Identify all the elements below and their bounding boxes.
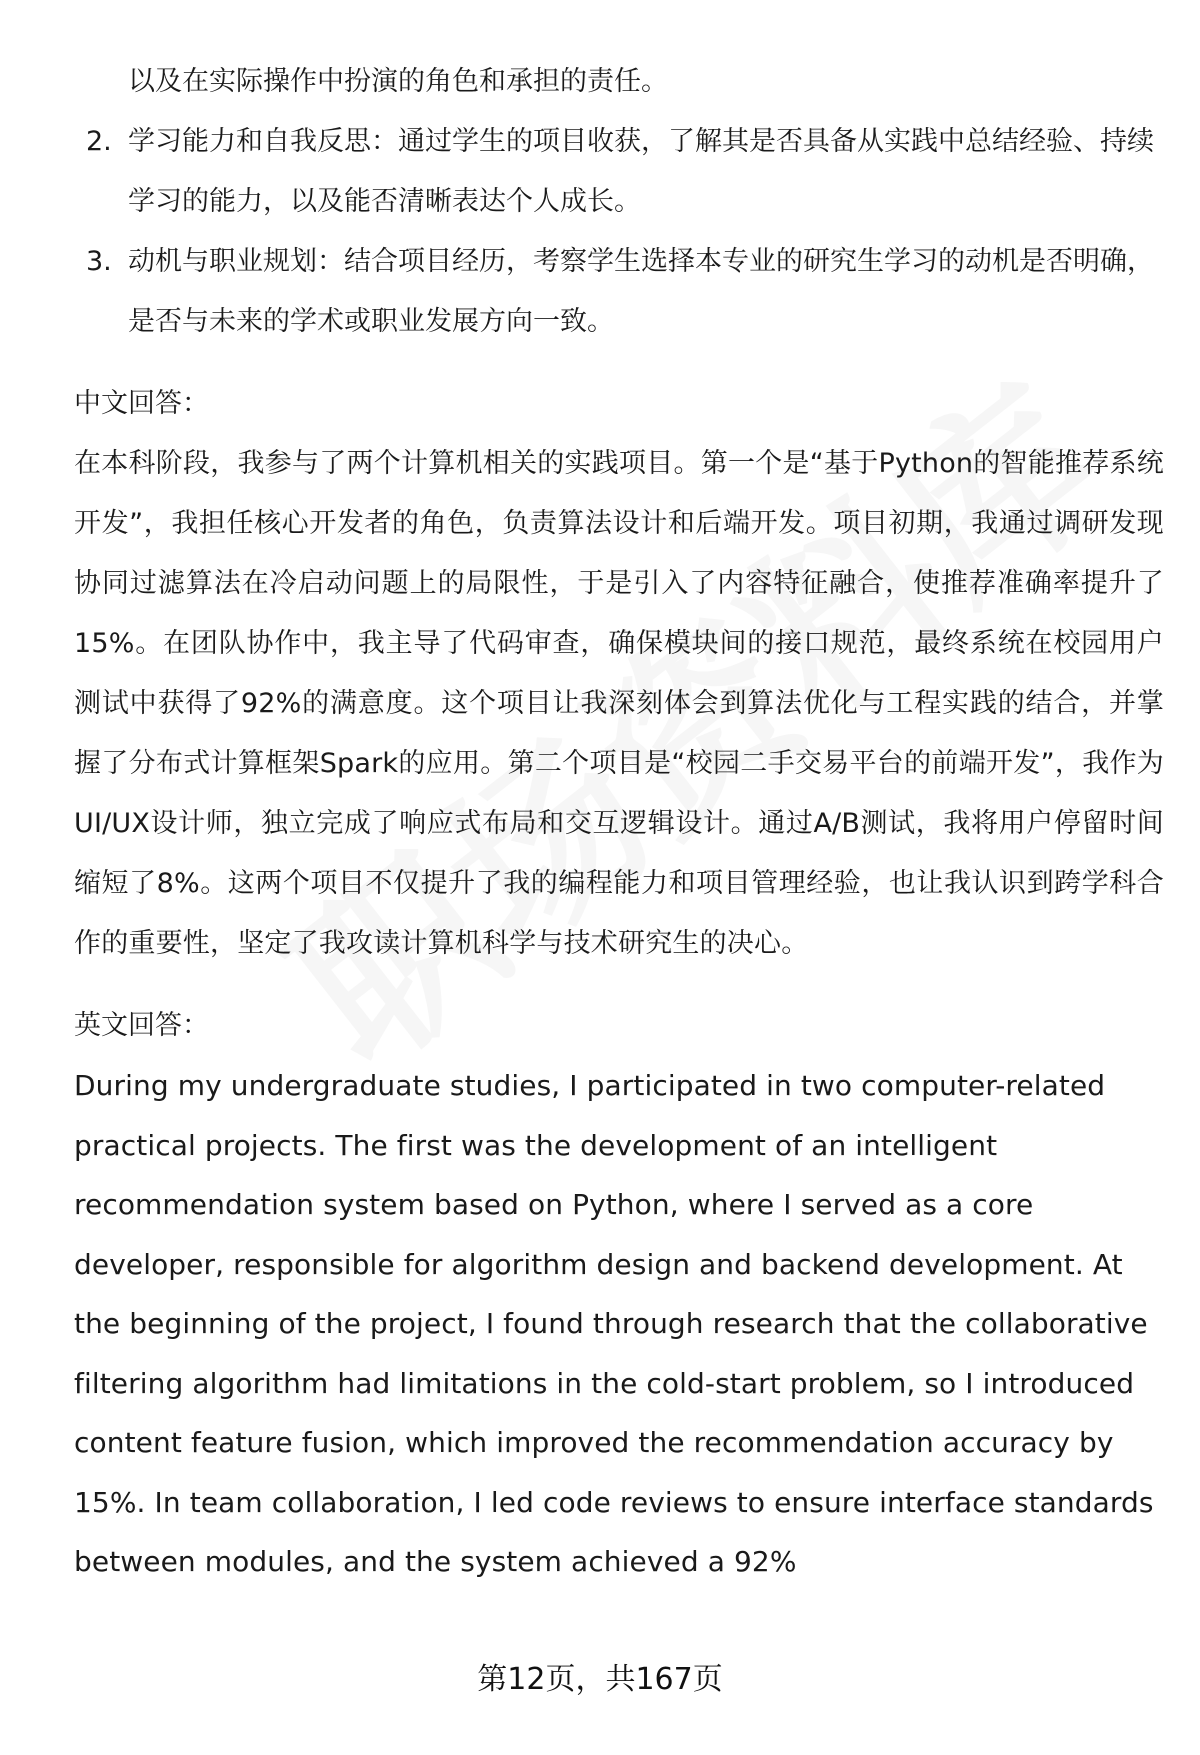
page-number: 第12页，共167页 xyxy=(477,1662,723,1697)
list-item-number: 2. xyxy=(86,126,112,157)
continuation-text: 以及在实际操作中扮演的角色和承担的责任。 xyxy=(128,66,668,97)
chinese-answer-section xyxy=(74,374,1164,974)
chinese-answer-body: 在本科阶段，我参与了两个计算机相关的实践项目。第一个是“基于Python的智能推荐系统开发”，我担任核心开发者的角色，负责算法设计和后端开发。项目初期，我通过调研发现协同过滤算法在冷启动问题上的局限性，于是引入了内容特征融合，使推荐准确率提升了15%。在团队协作中，我主导了代码审查，确保模块间的接口规范，最终系统在校园用户测试中获得了92%的满意度。这个项目让我深刻体会到算法优化与工程实践的结合，并掌握了分布式计算框架Spark的应用。第二个项目是“校园二手交易平台的前端开发”，我作为UI/UX设计师，独立完成了响应式布局和交互逻辑设计。通过A/B测试，我将用户停留时间缩短了8%。这两个项目不仅提升了我的编程能力和项目管理经验，也让我认识到跨学科合作的重要性，坚定了我攻读计算机科学与技术研究生的决心。 xyxy=(74,448,1164,959)
list-item-number: 3. xyxy=(86,246,112,277)
english-answer-heading: 英文回答： xyxy=(74,1010,209,1041)
english-answer-body: During my undergraduate studies, I participated in two computer-related practical projects. The first was the development of an intelligent recommendation system based on Python, where I served as a core developer, responsible for algorithm design and backend development. At the beginning of the project, I found through research that the collaborative filtering algorithm had limitations in the cold-start problem, so I introduced content feature fusion, which improved the recommendation accuracy by 15%. In team collaboration, I led code reviews to ensure interface standards between modules, and the system achieved a 92% xyxy=(74,1069,1154,1578)
english-answer-section xyxy=(74,996,1164,1592)
page-content xyxy=(74,52,1164,1592)
criteria-list xyxy=(74,112,1164,352)
chinese-answer-heading: 中文回答： xyxy=(74,388,209,419)
list-item xyxy=(74,112,1164,232)
list-item-text: 动机与职业规划：结合项目经历，考察学生选择本专业的研究生学习的动机是否明确，是否与未来的学术或职业发展方向一致。 xyxy=(128,246,1154,337)
list-item xyxy=(74,232,1164,352)
list-item-text: 学习能力和自我反思：通过学生的项目收获，了解其是否具备从实践中总结经验、持续学习的能力，以及能否清晰表达个人成长。 xyxy=(128,126,1154,217)
